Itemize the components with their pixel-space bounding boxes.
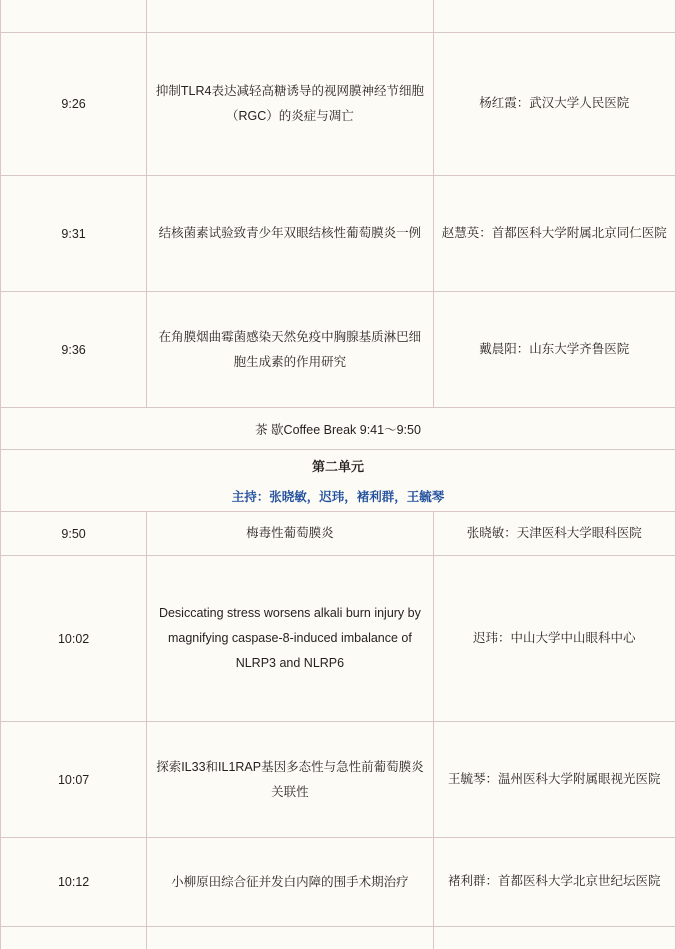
session-time: 9:26 (1, 33, 147, 176)
schedule-body (1, 0, 676, 949)
session-title: 在角膜烟曲霉菌感染天然免疫中胸腺基质淋巴细胞生成素的作用研究 (147, 292, 433, 408)
session-speaker (433, 0, 675, 33)
session-time: 10:07 (1, 722, 147, 838)
session-time: 10:12 (1, 838, 147, 927)
table-row (1, 556, 676, 722)
session-speaker: 赵慧英：首都医科大学附属北京同仁医院 (433, 176, 675, 292)
session-time: 9:31 (1, 176, 147, 292)
session-title: 结核菌素试验致青少年双眼结核性葡萄膜炎一例 (147, 176, 433, 292)
session-speaker: 杨红霞：武汉大学人民医院 (433, 33, 675, 176)
table-row (1, 722, 676, 838)
table-row (1, 838, 676, 927)
session-title (147, 927, 433, 949)
table-row (1, 176, 676, 292)
session-speaker: 戴晨阳：山东大学齐鲁医院 (433, 292, 675, 408)
table-row-break (1, 408, 676, 450)
session-title: 探索IL33和IL1RAP基因多态性与急性前葡萄膜炎关联性 (147, 722, 433, 838)
session-time (1, 927, 147, 949)
session-speaker: 张晓敏：天津医科大学眼科医院 (433, 512, 675, 556)
session-title: 小柳原田综合征并发白内障的围手术期治疗 (147, 838, 433, 927)
session-speaker: 褚利群：首都医科大学北京世纪坛医院 (433, 838, 675, 927)
session-speaker (433, 927, 675, 949)
section-heading: 第二单元 (1, 450, 676, 482)
table-row-section-title (1, 450, 676, 482)
session-speaker: 王毓琴：温州医科大学附属眼视光医院 (433, 722, 675, 838)
session-title: 抑制TLR4表达减轻高糖诱导的视网膜神经节细胞（RGC）的炎症与凋亡 (147, 33, 433, 176)
session-time: 10:02 (1, 556, 147, 722)
session-time: 9:50 (1, 512, 147, 556)
session-title (147, 0, 433, 33)
table-row (1, 0, 676, 33)
table-row (1, 33, 676, 176)
session-title: 梅毒性葡萄膜炎 (147, 512, 433, 556)
session-title: Desiccating stress worsens alkali burn injury by magnifying caspase-8-induced imbalance of NLRP3 and NLRP6 (147, 556, 433, 722)
table-row-section-chairs (1, 481, 676, 512)
session-time (1, 0, 147, 33)
table-row (1, 512, 676, 556)
session-speaker: 迟玮：中山大学中山眼科中心 (433, 556, 675, 722)
coffee-break-label: 茶 歇Coffee Break 9:41～9:50 (1, 408, 676, 450)
session-time: 9:36 (1, 292, 147, 408)
section-chairs: 主持：张晓敏，迟玮，褚利群，王毓琴 (1, 481, 676, 512)
table-row (1, 292, 676, 408)
table-row (1, 927, 676, 949)
